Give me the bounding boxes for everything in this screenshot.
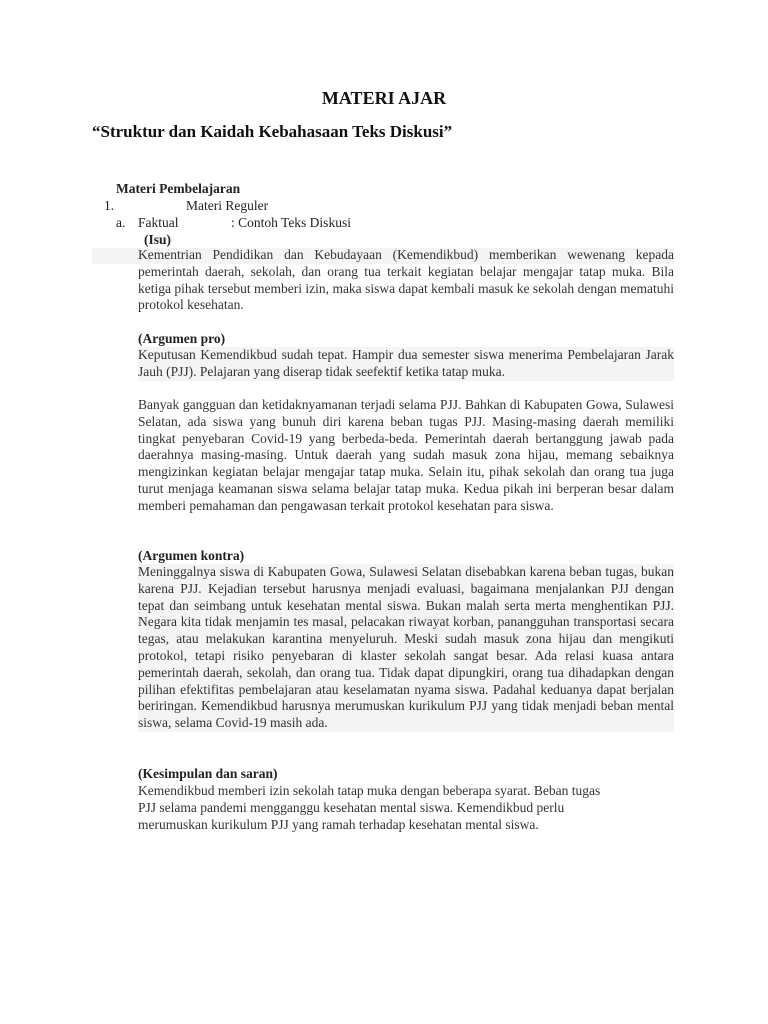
pro-paragraph-2: Banyak gangguan dan ketidaknyamanan terjadi selama PJJ. Bahkan di Kabupaten Gowa, Sulawesi Selatan, ada siswa yang bunuh diri karena beban tugas PJJ. Masing-masing daerah memiliki tingkat penyebaran Covid-19 yang berbeda-beda. Pemerintah daerah bertanggung jawab pada daerahnya masing-masing. Untuk daerah yang sudah masuk zona hijau, memang sebaiknya mengizinkan kegiatan belajar mengajar tatap muka. Selain itu, pihak sekolah dan orang tua juga turut menjaga keamanan siswa selama belajar tatap muka. Kedua pikah ini berperan besar dalam memberi pemahaman dan pengawasan terkait protokol kesehatan para siswa.: [138, 397, 674, 513]
pro-heading: (Argumen pro): [138, 331, 226, 346]
sub-item-label: Faktual: [138, 215, 179, 230]
kesimpulan-heading: (Kesimpulan dan saran): [138, 766, 278, 781]
kontra-paragraph: Meninggalnya siswa di Kabupaten Gowa, Sulawesi Selatan disebabkan karena beban tugas, bukan karena PJJ. Kejadian tersebut harusnya menjadi evaluasi, bagaimana menjalankan PJJ dengan tepat dan seimbang untuk kesehatan mental siswa. Bukan malah serta merta menghentikan PJJ. Negara kita tidak menjamin tes masal, pelacakan riwayat korban, panangguhan transportasi secara tegas, atau melakukan karantina menyeluruh. Meski sudah masuk zona hijau dan mengikuti protokol, tetapi risiko penyebaran di klaster sekolah sangat besar. Ada relasi kuasa antara pemerintah daerah, sekolah, dan orang tua. Tidak dapat dipungkiri, orang tua dihadapkan dengan pilihan efektifitas pembelajaran atau keselamatan nyama siswa. Padahal keduanya dapat berjalan beriringan. Kemendikbud harusnya merumuskan kurikulum PJJ yang tidak menjadi beban mental siswa, selama Covid-19 masih ada.: [138, 564, 674, 731]
kesimpulan-line-1: Kemendikbud memberi izin sekolah tatap muka dengan beberapa syarat. Beban tugas: [138, 783, 601, 798]
list-item-label: Materi Reguler: [186, 198, 269, 213]
isu-paragraph: Kementrian Pendidikan dan Kebudayaan (Kemendikbud) memberikan wewenang kepada pemerintah daerah, sekolah, dan orang tua terkait kegiatan belajar mengajar tatap muka. Bila ketiga pihak tersebut memberi izin, maka siswa dapat kembali masuk ke sekolah dengan mematuhi protokol kesehatan.: [138, 247, 674, 313]
pro-paragraph-1: Keputusan Kemendikbud sudah tepat. Hampir dua semester siswa menerima Pembelajaran Jarak Jauh (PJJ). Pelajaran yang diserap tidak seefektif ketika tatap muka.: [138, 347, 674, 379]
isu-heading: (Isu): [144, 232, 172, 247]
list-number: 1.: [104, 198, 115, 213]
document-subtitle: “Struktur dan Kaidah Kebahasaan Teks Diskusi”: [92, 122, 453, 141]
kesimpulan-line-3: merumuskan kurikulum PJJ yang ramah terhadap kesehatan mental siswa.: [138, 817, 539, 832]
kontra-heading: (Argumen kontra): [138, 548, 245, 563]
document-title: MATERI AJAR: [321, 88, 447, 108]
sub-item-value: : Contoh Teks Diskusi: [231, 215, 351, 230]
kesimpulan-line-2: PJJ selama pandemi mengganggu kesehatan mental siswa. Kemendikbud perlu: [138, 800, 565, 815]
sub-item-letter: a.: [116, 215, 126, 230]
section-heading: Materi Pembelajaran: [116, 181, 241, 196]
